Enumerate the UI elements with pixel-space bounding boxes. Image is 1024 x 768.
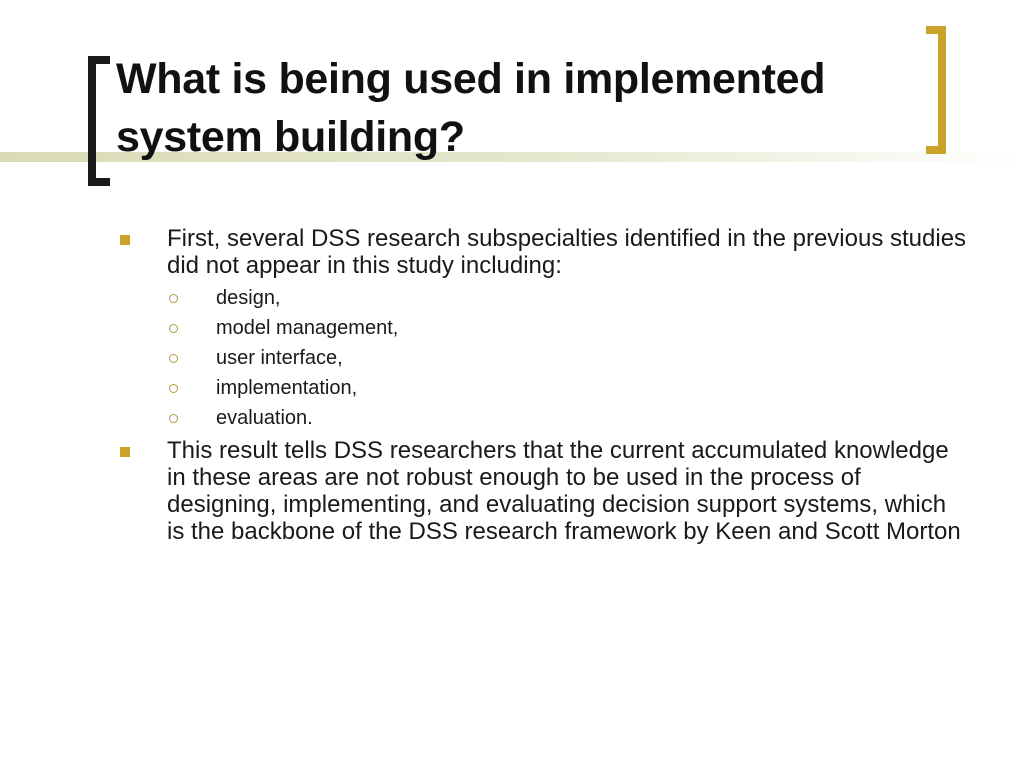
right-bracket-decoration xyxy=(926,26,946,154)
slide-content xyxy=(118,225,968,549)
bullet-item xyxy=(118,225,968,279)
left-bracket-decoration xyxy=(88,56,110,186)
sub-bullet-text: evaluation. xyxy=(216,407,313,429)
circle-bullet-icon xyxy=(169,294,178,303)
bullet-item xyxy=(118,437,968,545)
circle-bullet-icon xyxy=(169,354,178,363)
sub-bullet-text: model management, xyxy=(216,317,399,339)
sub-bullet-item xyxy=(118,343,968,373)
sub-bullet-item xyxy=(118,283,968,313)
circle-bullet-icon xyxy=(169,384,178,393)
bullet-text: First, several DSS research subspecialties identified in the previous studies did not appear in this study including: xyxy=(167,225,967,279)
sub-bullet-list xyxy=(118,283,968,433)
sub-bullet-text: implementation, xyxy=(216,377,358,399)
square-bullet-icon xyxy=(120,235,130,245)
sub-bullet-item xyxy=(118,373,968,403)
sub-bullet-item xyxy=(118,403,968,433)
slide-title: What is being used in implemented system building? xyxy=(116,55,826,161)
sub-bullet-text: user interface, xyxy=(216,347,343,369)
square-bullet-icon xyxy=(120,447,130,457)
bullet-text: This result tells DSS researchers that the current accumulated knowledge in these areas are not robust enough to be used in the process of designing, implementing, and evaluating decision support systems, which is the backbone of the DSS research framework by Keen and Scott Morton xyxy=(167,437,961,545)
sub-bullet-text: design, xyxy=(216,287,281,309)
circle-bullet-icon xyxy=(169,324,178,333)
sub-bullet-item xyxy=(118,313,968,343)
circle-bullet-icon xyxy=(169,414,178,423)
